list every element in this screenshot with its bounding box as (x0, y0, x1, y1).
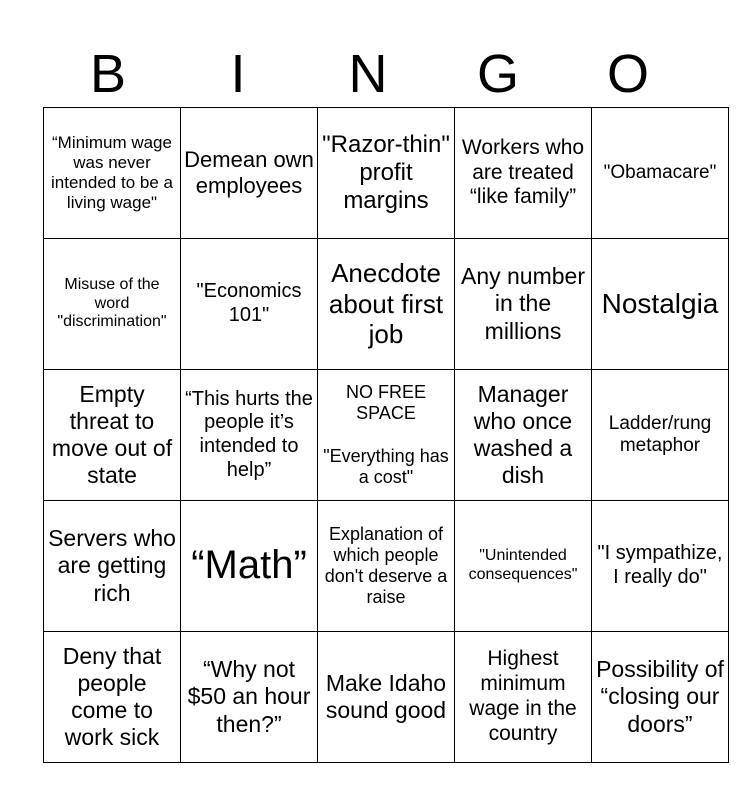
header-letter-n: N (348, 44, 388, 104)
free-space-cell[interactable]: NO FREE SPACE "Everything has a cost" (318, 370, 455, 501)
bingo-board (43, 107, 729, 763)
header-letter-g: G (476, 44, 519, 104)
bingo-cell[interactable]: "Unintended consequences" (455, 501, 592, 632)
bingo-cell[interactable]: Demean own employees (181, 108, 318, 239)
bingo-cell[interactable]: “Why not $50 an hour then?” (181, 632, 318, 763)
bingo-cell[interactable]: Deny that people come to work sick (44, 632, 181, 763)
bingo-cell[interactable]: Anecdote about first job (318, 239, 455, 370)
bingo-cell[interactable]: Explanation of which people don't deserve a raise (318, 501, 455, 632)
bingo-cell[interactable]: "I sympathize, I really do" (592, 501, 729, 632)
bingo-cell[interactable]: Ladder/rung metaphor (592, 370, 729, 501)
bingo-cell[interactable]: “This hurts the people it’s intended to help” (181, 370, 318, 501)
board-row-1 (44, 108, 729, 239)
board-row-3 (44, 370, 729, 501)
header-letter-i: I (230, 44, 246, 104)
board-row-5 (44, 632, 729, 763)
bingo-cell[interactable]: Misuse of the word "discrimination" (44, 239, 181, 370)
bingo-cell[interactable]: Manager who once washed a dish (455, 370, 592, 501)
bingo-cell[interactable]: "Economics 101" (181, 239, 318, 370)
board-row-4 (44, 501, 729, 632)
header-letter-b: B (89, 44, 127, 104)
bingo-cell[interactable]: Possibility of “closing our doors” (592, 632, 729, 763)
bingo-cell[interactable]: "Obamacare" (592, 108, 729, 239)
bingo-cell[interactable]: Make Idaho sound good (318, 632, 455, 763)
bingo-cell[interactable]: “Minimum wage was never intended to be a living wage" (44, 108, 181, 239)
bingo-cell[interactable]: Nostalgia (592, 239, 729, 370)
bingo-cell[interactable]: Servers who are getting rich (44, 501, 181, 632)
bingo-cell[interactable]: Workers who are treated “like family” (455, 108, 592, 239)
bingo-cell[interactable]: Highest minimum wage in the country (455, 632, 592, 763)
bingo-cell[interactable]: “Math” (181, 501, 318, 632)
bingo-header (43, 40, 693, 108)
bingo-cell[interactable]: Any number in the millions (455, 239, 592, 370)
bingo-cell[interactable]: "Razor-thin" profit margins (318, 108, 455, 239)
header-letter-o: O (606, 44, 649, 104)
bingo-cell[interactable]: Empty threat to move out of state (44, 370, 181, 501)
board-row-2 (44, 239, 729, 370)
